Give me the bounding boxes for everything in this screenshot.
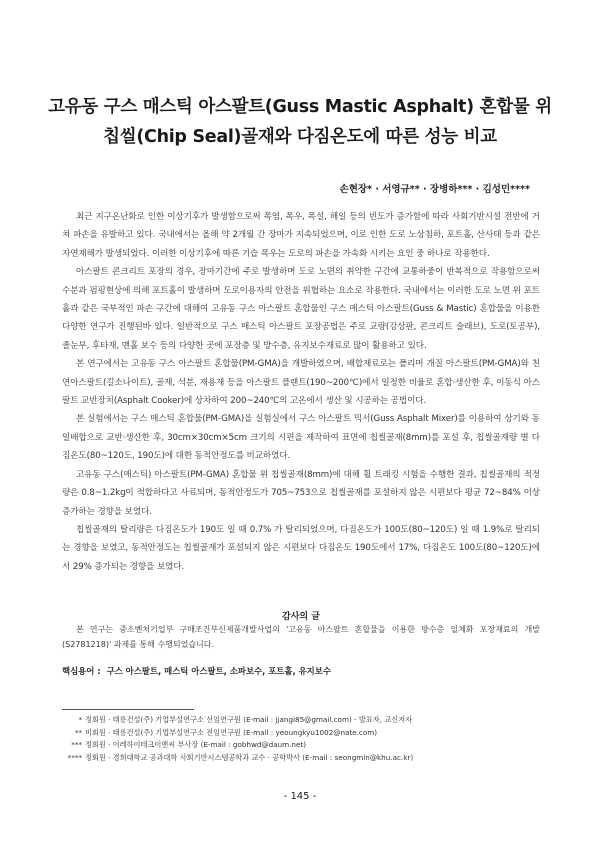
- footnote: [62, 727, 540, 740]
- footnotes: [62, 714, 540, 764]
- footnote-mark: ***: [71, 740, 82, 750]
- title-line-2: 칩씰(Chip Seal)골재와 다짐온도에 따른 성능 비교: [103, 127, 497, 147]
- footnote-text: 정회원 · 태릉건설(주) 기업부설연구소 선임연구원 (E-mail : jjangi85@gmail.com) - 발표자, 교신저자: [85, 715, 413, 724]
- footnote-text: 정회원 · 경희대학교 공과대학 사회기반시스템공학과 교수 · 공학박사 (E-mail : seongmin@khu.ac.kr): [85, 752, 414, 762]
- abstract-paragraph: 칩씰골재의 탈리량은 다짐온도가 190도 일 때 0.7% 가 탈리되었으며, 다짐온도가 100도(80~120도) 일 때 1.9%로 탈리되는 경향을 보였고, 동적안정도는 칩씰골재가 포설되지 않은 시편보다 다짐온도 190도에서 17%, 다짐온도 100도(80~120도)에서 29% 증가되는 경향을 보였다.: [62, 524, 540, 572]
- keywords-line: [62, 665, 331, 677]
- paper-title: [40, 92, 560, 152]
- footnote-mark: ****: [67, 752, 82, 762]
- footnote-mark: *: [78, 715, 82, 724]
- abstract-paragraph: 고유동 구스(매스틱) 아스팔트(PM-GMA) 혼합물 위 칩씰골재(8mm)에 대해 휠 트래킹 시험을 수행한 결과, 칩씰골재의 적정량은 0.8~1.2kg이 적합하다고 사료되며, 동적안정도가 705~753으로 칩씰골재를 포설하지 않은 시편보다 평균 72~84% 이상 증가하는 경향을 보였다.: [62, 469, 540, 517]
- footnote-divider: [62, 709, 194, 710]
- abstract-paragraph: 최근 지구온난화로 인한 이상기후가 발생함으로써 폭염, 폭우, 폭설, 해일 등의 빈도가 증가함에 따라 사회기반시설 전반에 거쳐 파손을 유발하고 있다. 국내에서는 올해 약 2개월 간 장마가 지속되었으며, 이로 인한 도로 노상침하, 포트홀, 산사태 등과 같은 자연재해가 발생되었다. 이러한 이상기후에 따른 기습 폭우는 도로의 파손을 가속화 시키는 요인 중 하나로 작용한다.: [62, 212, 540, 259]
- abstract-paragraph: 본 실험에서는 구스 매스틱 혼합물(PM-GMA)을 실험실에서 구스 아스팔트 믹서(Guss Asphalt Mixer)를 이용하여 상기와 동일배합으로 교반·생산한 후, 30cm×30cm×5cm 크기의 시편을 제작하여 표면에 칩씰골재(8mm)를 포설 후, 칩씰골재량 별 다짐온도(80~120도, 190도)에 대한 동적안정도를 비교하였다.: [62, 414, 540, 462]
- acknowledgement-heading: 감사의 글: [282, 612, 320, 622]
- footnote-text: 비회원 · 태릉건설(주) 기업부설연구소 전임연구원 (E-mail : yeoungkyu1002@nate.com): [85, 727, 378, 737]
- abstract-paragraph: 아스팔트 콘크리트 포장의 경우, 장마기간에 주로 발생하며 도로 노면의 취약한 구간에 교통하중이 반복적으로 작용함으로써 수분과 펌핑현상에 의해 포트홀이 발생하며 도로이용자의 안전을 위협하는 요소로 작용한다. 국내에서는 이러한 도로 노면 위 포트홀과 같은 국부적인 파손 구간에 대해여 고유동 구스 아스팔트 혼합물인 구스 매스틱 아스팔트(Guss & Mastic) 혼합물을 이용한 다양한 연구가 진행된바 있다. 일반적으로 구스 매스틱 아스팔트 포장공법은 주로 교량(강상판, 콘크리트 슬래브), 도로(토공부), 졸눈부, 후타재, 맨홀 보수 등의 다양한 곳에 포장층 및 방수층, 유지보수재료로 많이 활용하고 있다.: [62, 267, 540, 351]
- footnote: [62, 714, 540, 727]
- acknowledgement-text: 본 연구는 중소벤처기업부 구매조건부신제품개발사업의 '고유동 아스팔트 혼합물을 이용한 방수층 일체화 포장재료의 개발(S2781218)' 과제를 통해 수행되었습니다.: [62, 625, 540, 649]
- footnote-text: 정회원 · 이레하이테크이앤씨 부사장 (E-mail : gobhwd@daum.net): [85, 740, 307, 750]
- keywords-label: 핵심용어 :: [62, 666, 101, 676]
- footnote: [62, 739, 540, 752]
- abstract-paragraph: 본 연구에서는 고유동 구스 아스팔트 혼합물(PM-GMA)을 개발하였으며, 배합재료로는 폴리머 개질 아스팔트(PM-GMA)와 천연아스팔트(길소나이트), 골재, 석분, 재용재 등을 아스팔트 플랜트(190~200℃)에서 일정한 비율로 혼합·생산한 후, 이동식 아스팔트 교반장치(Asphalt Cooker)에 상차하여 200~240℃의 고온에서 생산 및 시공하는 공법이다.: [62, 359, 540, 407]
- title-line-1: 고유동 구스 매스틱 아스팔트(Guss Mastic Asphalt) 혼합물 위: [48, 97, 552, 117]
- page-number: - 145 -: [283, 791, 317, 802]
- abstract-body: [62, 208, 540, 576]
- author-list: 손현장* · 서영규** · 장병하*** · 김성민****: [339, 184, 530, 195]
- keywords-items: 구스 아스팔트, 매스틱 아스팔트, 소파보수, 포트홀, 유지보수: [106, 666, 331, 676]
- footnote: [62, 752, 540, 765]
- footnote-mark: **: [74, 727, 82, 737]
